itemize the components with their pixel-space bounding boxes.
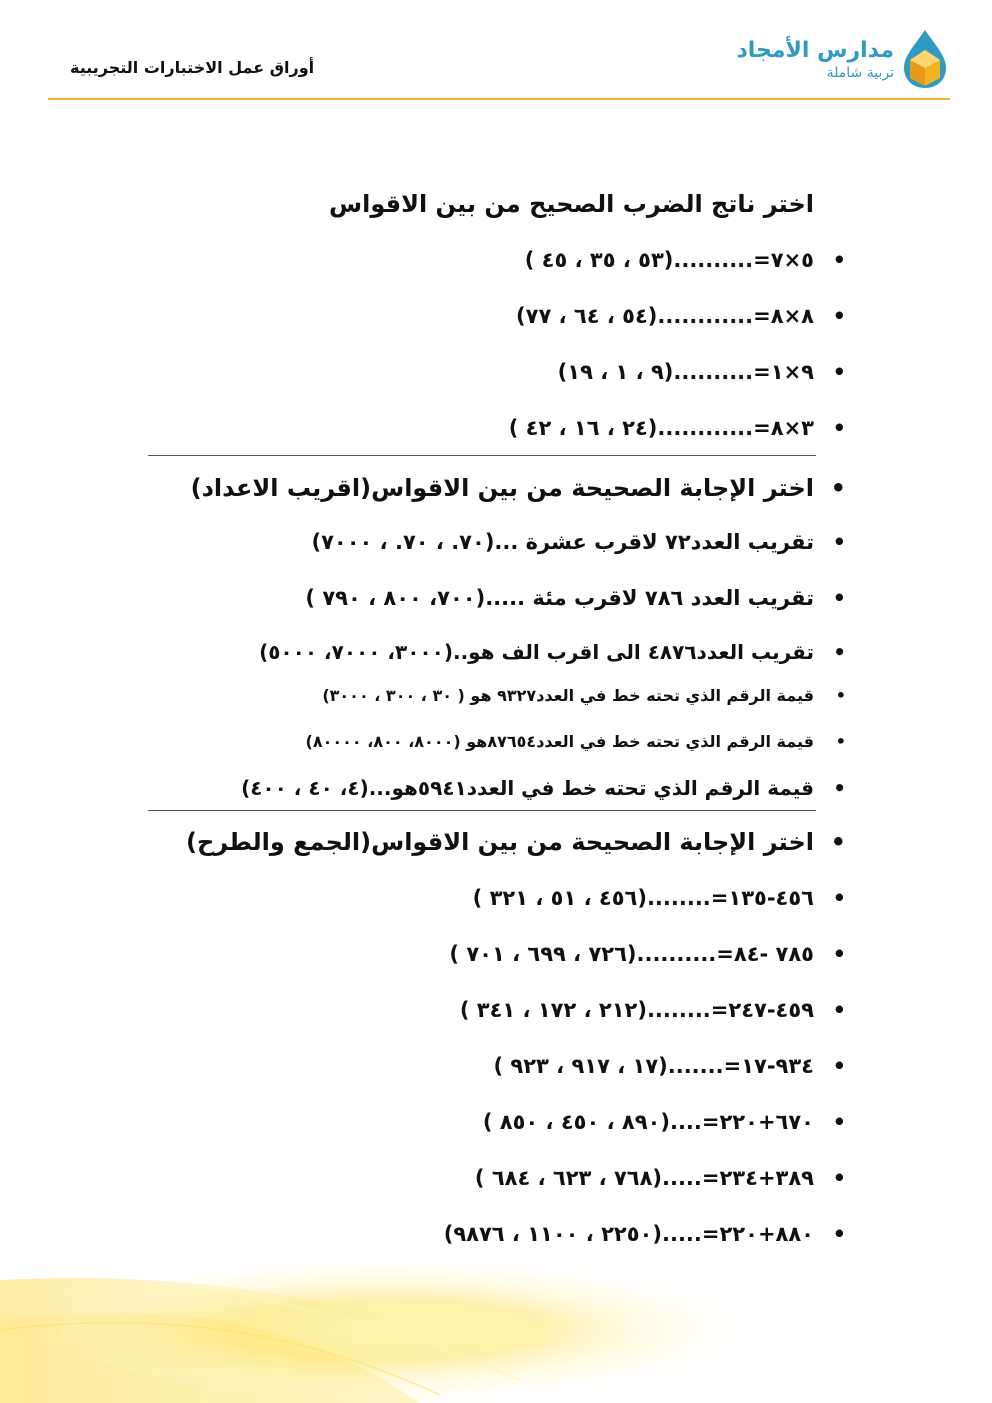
question-item: • ٨×٨=............(٥٤ ، ٦٤ ، ٧٧): [516, 304, 814, 328]
section-divider: [148, 455, 816, 456]
question-item: • تقريب العدد ٧٨٦ لاقرب مئة .....(٧٠٠، ٨٠٠ ، ٧٩٠ ): [305, 586, 814, 610]
section-title-rounding: • اختر الإجابة الصحيحة من بين الاقواس(اقريب الاعداد): [191, 474, 814, 502]
question-item: • ٩×١=..........(٩ ، ١ ، ١٩): [558, 360, 814, 384]
question-item: • ٧٨٥ -٨٤=..........(٧٢٦ ، ٦٩٩ ، ٧٠١ ): [449, 942, 814, 966]
question-item: • ٤٥٦-١٣٥=........(٤٥٦ ، ٥١ ، ٣٢١ ): [473, 886, 814, 910]
question-item: • ٣٨٩+٢٣٤=.....(٧٦٨ ، ٦٢٣ ، ٦٨٤ ): [475, 1166, 814, 1190]
section-divider: [148, 810, 816, 811]
question-item: • قيمة الرقم الذي تحته خط في العدد٥٩٤١هو...(٤، ٤٠ ، ٤٠٠): [241, 776, 814, 800]
decorative-light-streak: [0, 1180, 992, 1403]
page-header: [48, 22, 950, 100]
logo-tagline: تربية شاملة: [826, 65, 894, 81]
question-item: • تقريب العدد٤٨٧٦ الى اقرب الف هو..(٣٠٠٠، ٧٠٠٠، ٥٠٠٠): [259, 640, 814, 664]
logo-drop-icon: [900, 28, 950, 90]
document-title: أوراق عمل الاختبارات التجريبية: [70, 58, 315, 77]
question-item: • ٩٣٤-١٧=.......(١٧ ، ٩١٧ ، ٩٢٣ ): [493, 1054, 814, 1078]
question-item: • ٤٥٩-٢٤٧=........(٢١٢ ، ١٧٢ ، ٣٤١ ): [460, 998, 814, 1022]
question-item: • تقريب العدد٧٢ لاقرب عشرة ...(٧٠. ، ٧٠. ، ٧٠٠٠): [311, 530, 814, 554]
question-item: • ٨٨٠+٢٢٠=.....(٢٢٥٠ ، ١١٠٠ ، ٩٨٧٦): [444, 1222, 814, 1246]
question-item: • ٥×٧=..........(٥٣ ، ٣٥ ، ٤٥ ): [525, 248, 814, 272]
logo-text: [736, 38, 894, 82]
question-item: • ٣×٨=............(٢٤ ، ١٦ ، ٤٢ ): [509, 416, 814, 440]
header-divider: [48, 98, 950, 100]
question-item: • قيمة الرقم الذي تحته خط في العدد٩٣٢٧ هو ( ٣٠ ، ٣٠٠ ، ٣٠٠٠): [322, 686, 814, 705]
section-title-multiplication: اختر ناتج الضرب الصحيح من بين الاقواس: [329, 190, 814, 218]
logo-name: مدارس الأمجاد: [736, 38, 894, 63]
question-item: • قيمة الرقم الذي تحته خط في العدد٨٧٦٥٤هو (٨٠٠٠، ٨٠٠، ٨٠٠٠٠): [306, 732, 814, 751]
section-title-add-subtract: • اختر الإجابة الصحيحة من بين الاقواس(الجمع والطرح): [186, 828, 814, 856]
question-item: • ٦٧٠+٢٢٠=....(٨٩٠ ، ٤٥٠ ، ٨٥٠ ): [483, 1110, 814, 1134]
